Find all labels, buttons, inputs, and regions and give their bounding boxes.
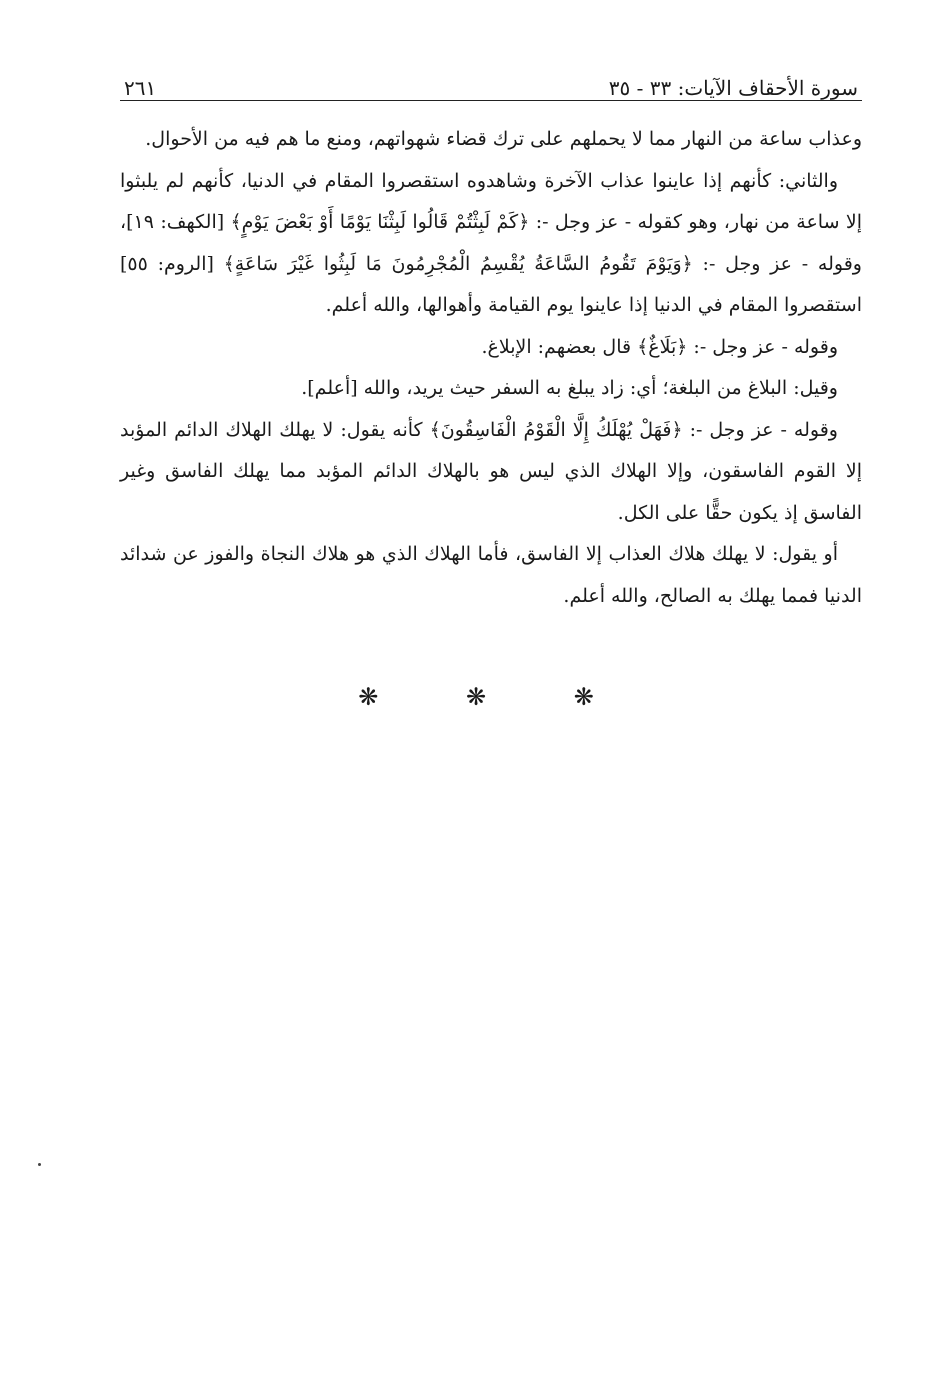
asterism-mark: ❋ xyxy=(358,683,409,711)
header-title: سورة الأحقاف الآيات: ٣٣ - ٣٥ xyxy=(608,76,858,100)
section-divider xyxy=(120,683,862,711)
paragraph-4: وقيل: البلاغ من البلغة؛ أي: زاد يبلغ به السفر حيث يريد، والله [أعلم]. xyxy=(301,377,838,399)
running-header xyxy=(120,60,862,101)
paragraph-1: وعذاب ساعة من النهار مما لا يحملهم على ترك قضاء شهواتهم، ومنع ما هم فيه من الأحوال. xyxy=(145,128,862,150)
paragraph-5: وقوله - عز وجل -: ﴿فَهَلْ يُهْلَكُ إِلَّا الْقَوْمُ الْفَاسِقُونَ﴾ كأنه يقول: لا يهلك الهلاك الدائم المؤبد إلا القوم الفاسقون، وإلا الهلاك الذي ليس هو بالهلاك الدائم المؤبد مما يهلك الفاسق وغير الفاسق إذ يكون حقًّا على الكل. xyxy=(120,418,862,524)
asterism-mark: ❋ xyxy=(465,683,517,711)
page xyxy=(120,60,862,711)
paragraph-3: وقوله - عز وجل -: ﴿بَلَاغٌ﴾ قال بعضهم: الإبلاغ. xyxy=(481,335,838,358)
paragraph-6: أو يقول: لا يهلك هلاك العذاب إلا الفاسق، فأما الهلاك الذي هو هلاك النجاة والفوز عن شدائد الدنيا فمما يهلك به الصالح، والله أعلم. xyxy=(120,543,862,607)
asterism-mark: ❋ xyxy=(573,683,624,711)
page-number: ٢٦١ xyxy=(124,76,157,100)
scan-speck xyxy=(38,1163,41,1166)
paragraph-2: والثاني: كأنهم إذا عاينوا عذاب الآخرة وشاهدوه استقصروا المقام في الدنيا، كأنهم لم يلبثوا إلا ساعة من نهار، وهو كقوله - عز وجل -: ﴿كَمْ لَبِثْتُمْ قَالُوا لَبِثْنَا يَوْمًا أَوْ بَعْضَ يَوْمٍ﴾ [الكهف: ١٩]، وقوله - عز وجل -: ﴿وَيَوْمَ تَقُومُ السَّاعَةُ يُقْسِمُ الْمُجْرِمُونَ مَا لَبِثُوا غَيْرَ سَاعَةٍ﴾ [الروم: ٥٥] استقصروا المقام في الدنيا إذا عاينوا يوم القيامة وأهوالها، والله أعلم. xyxy=(120,169,862,316)
body-text xyxy=(120,119,862,617)
